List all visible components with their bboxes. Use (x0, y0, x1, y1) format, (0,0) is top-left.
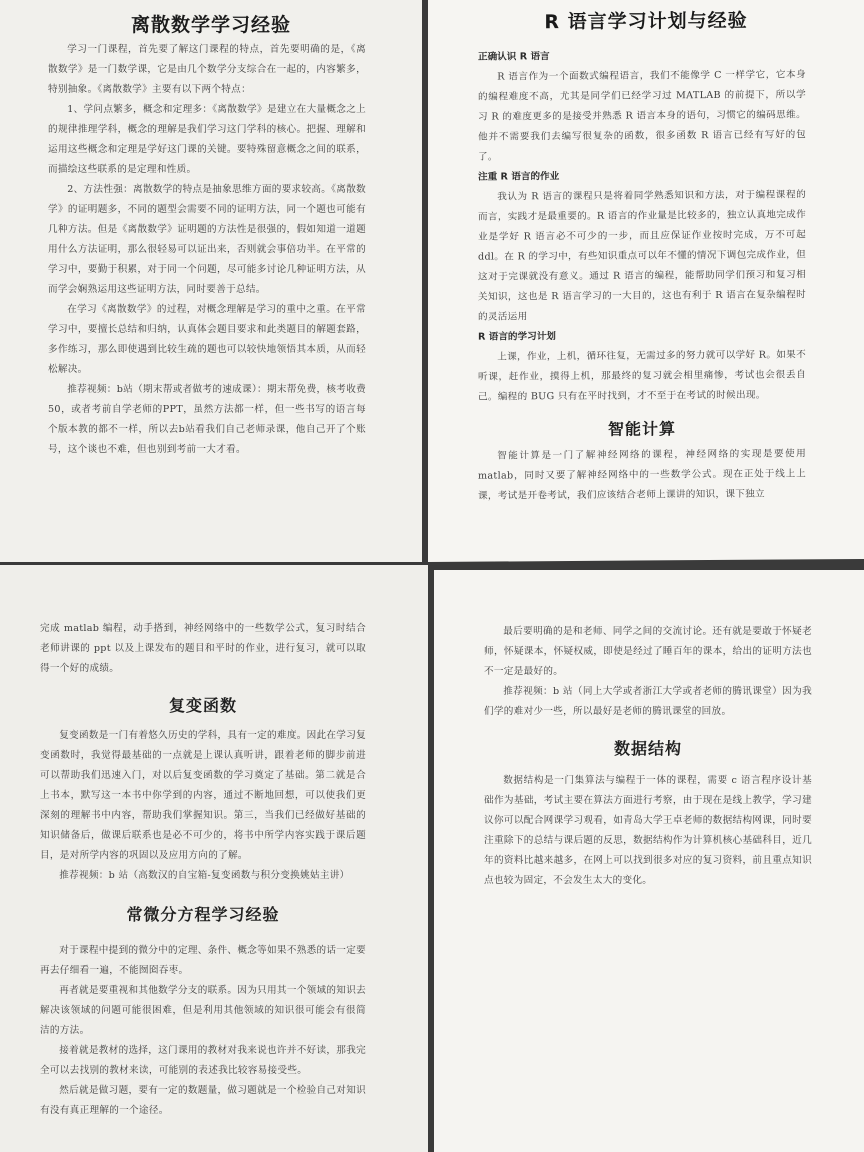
discrete-math-recommend: 推荐视频：b站（期末帮或者做考的速成课）：期末帮免费，核考收费50，或者考前自学老师的PPT，虽然方法都一样，但一些书写的语言每个版本教的都不一样，所以去b站看我们自己老师录课，他自己开了个账号，这个谈也不难，但也别到考前一大才看。 (48, 384, 366, 455)
r-section-heading-2: 注重 R 语言的作业 (478, 171, 560, 183)
ode-title: 常微分方程学习经验 (126, 905, 280, 924)
data-structures-title: 数据结构 (613, 739, 682, 758)
ode-continued-1: 最后要明确的是和老师、同学之间的交流讨论。还有就是要敢于怀疑老师，怀疑课本，怀疑权威，即使是经过了睡百年的课本，给出的证明方法也不一定是最好的。 (484, 626, 812, 677)
smart-computing-title: 智能计算 (607, 419, 676, 439)
ode-para-1: 对于课程中提到的微分中的定理、条件、概念等如果不熟悉的话一定要再去仔细看一遍，不能囫囵吞枣。 (40, 945, 366, 976)
data-structures-text: 数据结构是一门集算法与编程于一体的课程，需要 c 语言程序设计基础作为基础，考试主要在算法方面进行考察，由于现在是线上教学，学习建议你可以配合网课学习观看，如青岛大学王卓老师的数据结构网课，同时要注重除下的总结与课后题的反思，数据结构作为计算机核心基础科目，近几年的资料比越来越多，在网上可以找到很多对应的复习资料，前且重点知识点也较为固定，不会发生太大的变化。 (484, 775, 812, 886)
complex-functions-recommend: 推荐视频：b 站（高数汉的自宝箱-复变函数与积分变换姚姑主讲） (59, 870, 350, 881)
page-r-language (428, 0, 864, 562)
r-section-text-2: 我认为 R 语言的课程只是将着同学熟悉知识和方法，对于编程课程的而言，实践才是最重要的。R 语言的作业量是比较多的，独立认真地完成作业是学好 R 语言必不可少的一步，而且应保证作业按时完成，万不可起 ddl。在 R 的学习中，有些知识重点可以年不懂的情况下调包完成作业，但这对于完课就没有意义。通过 R 语言的编程，能帮助同学们预习和复习相关知识，这也是 R 语言学习的一大目的，这也有利于 R 语言在复杂编程时的灵活运用 (478, 189, 806, 323)
ode-para-4: 然后就是做习题，要有一定的数题量，做习题就是一个检验自己对知识有没有真正理解的一个途径。 (40, 1085, 366, 1116)
r-section-text-3: 上课，作业，上机，循环往复，无需过多的努力就可以学好 R。如果不听课，赶作业，摸得上机，那最终的复习就会相里痛惨，考试也会很丢自己。编程的 BUG 只有在平时找到，才不至于在考试的时候出现。 (478, 349, 806, 403)
discrete-math-intro: 学习一门课程，首先要了解这门课程的特点，首先要明确的是，《离散数学》是一门数学课，它是由几个数学分支综合在一起的，内容繁多，特别抽象。《离散数学》主要有以下两个特点： (48, 44, 366, 95)
page-discrete-math (0, 0, 422, 562)
r-section-text-1: R 语言作为一个面数式编程语言，我们不能像学 C 一样学它，它本身的编程难度不高，尤其是同学们已经学习过 MATLAB 的前提下，所以学习 R 的难度更多的是接受并熟悉 R 语言本身的语句，习惯它的编码思维。他并不需要我们去编写很复杂的函数，很多函数 R 语言已经有写好的包了。 (478, 69, 806, 163)
complex-functions-text: 复变函数是一门有着悠久历史的学科，具有一定的难度。因此在学习复变函数时，我觉得最基础的一点就是上课认真听讲，跟着老师的脚步前进可以帮助我们迅速入门，对以后复变函数的学习奠定了基础。第二就是合上书本，默写这一本书中你学到的内容，通过不断地回想，可以使我们更深刻的理解书中内容，帮助我们掌握知识。第三，当我们已经做好基础的知识储备后，做课后联系也是必不可少的，将书中所学内容实践于课后题目，是对所学内容的巩固以及应用方向的了解。 (40, 730, 366, 861)
discrete-math-summary: 在学习《离散数学》的过程，对概念理解是学习的重中之重。在平常学习中，要擅长总结和归纳，认真体会题目要求和此类题目的解题套路，多作练习，那么即使遇到比较生疏的题也可以较快地领悟其本质，从而轻松解决。 (48, 304, 366, 375)
ode-para-3: 接着就是教材的选择，这门课用的教材对我来说也许并不好读，那我完全可以去找别的教材来读，可能别的表述我比较容易接受些。 (40, 1045, 366, 1076)
ode-para-2: 再者就是要重视和其他数学分支的联系。因为只用其一个领域的知识去解决该领域的问题可能很困难，但是利用其他领域的知识很可能会有很简洁的方法。 (40, 985, 366, 1036)
r-language-title: R 语言学习计划与经验 (544, 9, 748, 34)
r-section-heading-3: R 语言的学习计划 (478, 331, 556, 343)
page-complex-functions (0, 565, 428, 1152)
r-section-heading-1: 正确认识 R 语言 (478, 51, 550, 63)
page-data-structures (434, 570, 864, 1152)
discrete-math-point-1: 1、学问点繁多，概念和定理多：《离散数学》是建立在大量概念之上的规律推理学科，概念的理解是我们学习这门学科的核心。把握、理解和运用这些概念和定理是学好这门课的关键。要特殊留意概念之间的联系，而描绘这些联系的是定理和性质。 (48, 104, 366, 175)
discrete-math-title: 离散数学学习经验 (130, 14, 291, 36)
ode-continued-recommend: 推荐视频：b 站（同上大学或者浙江大学或者老师的腾讯课堂）因为我们学的难对少一些，所以最好是老师的腾讯课堂的回放。 (484, 686, 812, 717)
smart-computing-text: 智能计算是一门了解神经网络的课程，神经网络的实现是要使用 matlab，同时又要了解神经网络中的一些数学公式。现在正处于线上上课，考试是开卷考试，我们应该结合老师上课讲的知识，课下独立 (478, 448, 806, 502)
smart-computing-continued: 完成 matlab 编程，动手搭到，神经网络中的一些数学公式，复习时结合老师讲课的 ppt 以及上课发布的题目和平时的作业，进行复习，就可以取得一个好的成绩。 (40, 623, 366, 674)
complex-functions-title: 复变函数 (168, 696, 237, 715)
discrete-math-point-2: 2、方法性强：离散数学的特点是抽象思维方面的要求较高。《离散数学》的证明题多，不同的题型会需要不同的证明方法，同一个题也可能有几种方法。但是《离散数学》证明题的方法性是很强的，假如知道一道题用什么方法证明，那么很轻易可以证出来，否则就会事倍功半。在平常的学习中，要勤于积累，对于同一个问题，尽可能多讨论几种证明方法，从而学会娴熟运用这些证明方法，同时要善于总结。 (48, 184, 366, 295)
